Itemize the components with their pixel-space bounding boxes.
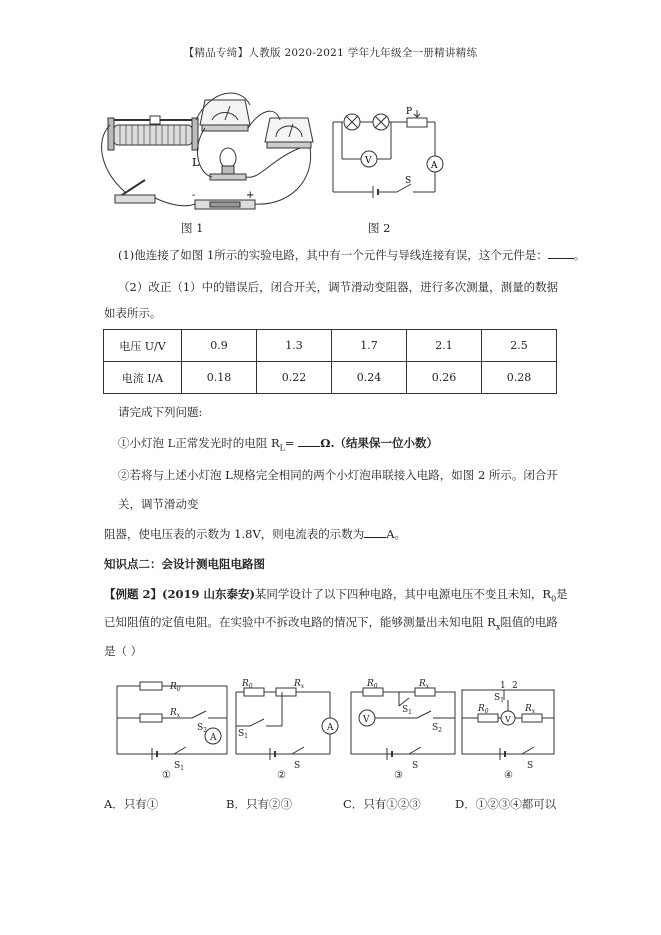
table-cell: 0.18	[182, 362, 257, 394]
task-1-equals: =	[284, 436, 295, 450]
bulb-icon	[210, 148, 246, 180]
circuit-4	[462, 690, 554, 760]
c1-s1-label: $S_1$	[174, 761, 184, 772]
c2-s-label: S	[294, 761, 301, 771]
c4-rx-label: $R_x$	[525, 704, 536, 715]
figure-1-caption: 图 1	[181, 221, 204, 235]
c2-ammeter-label: A	[327, 723, 334, 733]
task-2-line-3	[104, 525, 406, 543]
option-letter: D．	[455, 797, 476, 811]
c1-s2-label: $S_2$	[197, 723, 207, 734]
task-2-text: 阻器，使电压表的示数为 1.8V，则电流表的示数为	[104, 527, 365, 541]
option-text: 只有②③	[245, 797, 292, 811]
question-1	[118, 246, 585, 264]
option-text: ①②③④都可以	[475, 797, 557, 811]
circuit-1-number: ①	[162, 770, 171, 781]
example-subscript-1: 0	[551, 594, 557, 604]
fig2-label-A: A	[431, 161, 438, 171]
task-1-subscript: L	[279, 443, 285, 453]
rheostat-icon	[108, 116, 198, 150]
answer-blank-3	[364, 525, 386, 538]
example-text-1: 某同学设计了以下四种电路，其中电源电压不变且未知，R	[254, 587, 552, 601]
task-1-text: ①小灯泡 L正常发光时的电阻 R	[118, 436, 280, 450]
fig2-label-P: P	[406, 107, 413, 117]
question-1-end: 。	[573, 248, 586, 262]
circuit-1	[117, 682, 227, 760]
table-cell: 0.26	[407, 362, 482, 394]
fig2-label-V: V	[365, 156, 372, 166]
example-text-2-end: 阻值的电路	[500, 615, 558, 629]
circuit-3-number: ③	[394, 770, 403, 781]
option-text: 只有①②③	[363, 797, 421, 811]
switch-icon	[115, 180, 155, 203]
option-c[interactable]	[343, 796, 421, 812]
option-letter: A．	[104, 797, 124, 811]
task-1-unit: Ω.（结果保一位小数）	[320, 436, 438, 450]
question-1-text: (1)他连接了如图 1所示的实验电路，其中有一个元件与导线连接有误，这个元件是：	[118, 248, 548, 262]
figure-2-caption: 图 2	[368, 221, 391, 235]
example-2-line-3: 是（ ）	[104, 644, 143, 658]
option-letter: C．	[343, 797, 364, 811]
c3-voltmeter-label: V	[363, 715, 370, 725]
table-cell: 2.1	[407, 330, 482, 362]
four-circuit-diagrams	[112, 678, 557, 784]
c4-s-label: S	[527, 761, 534, 771]
task-1	[118, 434, 438, 457]
circuit-2-number: ②	[277, 770, 286, 781]
table-cell: 1.3	[257, 330, 332, 362]
table-cell: 0.28	[482, 362, 557, 394]
table-cell: 0.24	[332, 362, 407, 394]
battery-icon	[195, 200, 255, 209]
c3-r0-label: $R_0$	[367, 679, 378, 690]
option-text: 只有①	[123, 797, 159, 811]
c4-voltmeter-label: V	[505, 715, 511, 724]
c3-s1-label: $S_1$	[402, 705, 412, 716]
c4-n2-label: 2	[512, 681, 518, 691]
table-cell-label: 电压 U/V	[104, 330, 182, 362]
fig2-label-S: S	[405, 176, 412, 186]
c3-rx-label: $R_x$	[419, 679, 430, 690]
ammeter-icon	[265, 118, 313, 148]
tasks-intro: 请完成下列问题:	[118, 405, 203, 419]
c4-r0-label: $R_0$	[478, 704, 489, 715]
c3-s2-label: $S_2$	[432, 723, 442, 734]
option-b[interactable]	[226, 796, 292, 812]
c2-rx-label: $R_x$	[294, 679, 305, 690]
task-2-line-2: 关，调节滑动变	[118, 497, 199, 511]
answer-blank-2	[298, 434, 320, 447]
fig1-label-plus: +	[246, 190, 255, 201]
table-cell: 2.5	[482, 330, 557, 362]
section-title: 知识点二：会设计测电阻电路图	[104, 557, 265, 571]
example-tag: 【例题 2】(2019 山东泰安)	[104, 587, 255, 601]
table-cell: 0.9	[182, 330, 257, 362]
table-cell: 1.7	[332, 330, 407, 362]
example-2-line-1	[104, 585, 568, 608]
task-2-line-1: ②若将与上述小灯泡 L规格完全相同的两个小灯泡串联接入电路，如图 2 所示。闭合开	[118, 468, 558, 482]
c3-s-label: S	[412, 761, 419, 771]
table-row	[104, 362, 557, 394]
page-header: 【精品专绮】人教版 2020-2021 学年九年级全一册精讲精练	[183, 47, 478, 59]
c4-n1-label: 1	[500, 681, 506, 691]
option-letter: B．	[226, 797, 246, 811]
measurement-table	[103, 329, 557, 394]
table-row	[104, 330, 557, 362]
fig1-label-L: L	[192, 156, 200, 169]
figure-1-circuit-drawing	[100, 80, 320, 220]
figure-2-schematic	[325, 104, 455, 204]
circuit-2	[236, 688, 338, 760]
question-2-line-2: 如表所示。	[104, 306, 162, 320]
table-cell-label: 电流 I/A	[104, 362, 182, 394]
c1-ammeter-label: A	[210, 733, 217, 743]
question-2-line-1: （2）改正（1）中的错误后，闭合开关，调节滑动变阻器，进行多次测量，测量的数据	[118, 280, 559, 294]
option-a[interactable]	[104, 796, 158, 812]
answer-blank-1	[548, 246, 574, 259]
example-subscript-2: x	[495, 622, 501, 632]
example-text-1-end: 是	[556, 587, 568, 601]
example-2-line-2	[104, 613, 558, 636]
table-cell: 0.22	[257, 362, 332, 394]
option-d[interactable]	[455, 796, 556, 812]
c2-r0-label: $R_0$	[242, 679, 253, 690]
circuit-4-number: ④	[504, 770, 513, 781]
fig1-label-minus: -	[192, 190, 196, 201]
example-text-2: 已知阻值的定值电阻。在实验中不拆改电路的情况下，能够测量出未知电阻 R	[104, 615, 496, 629]
c2-s1-label: $S_1$	[238, 729, 248, 740]
c1-rx-label: $R_x$	[170, 708, 181, 719]
c1-r0-label: $R_0$	[170, 682, 181, 693]
voltmeter-icon	[200, 100, 250, 131]
c4-s1-label: $S_1$	[494, 693, 504, 704]
task-2-end: A。	[386, 527, 407, 541]
